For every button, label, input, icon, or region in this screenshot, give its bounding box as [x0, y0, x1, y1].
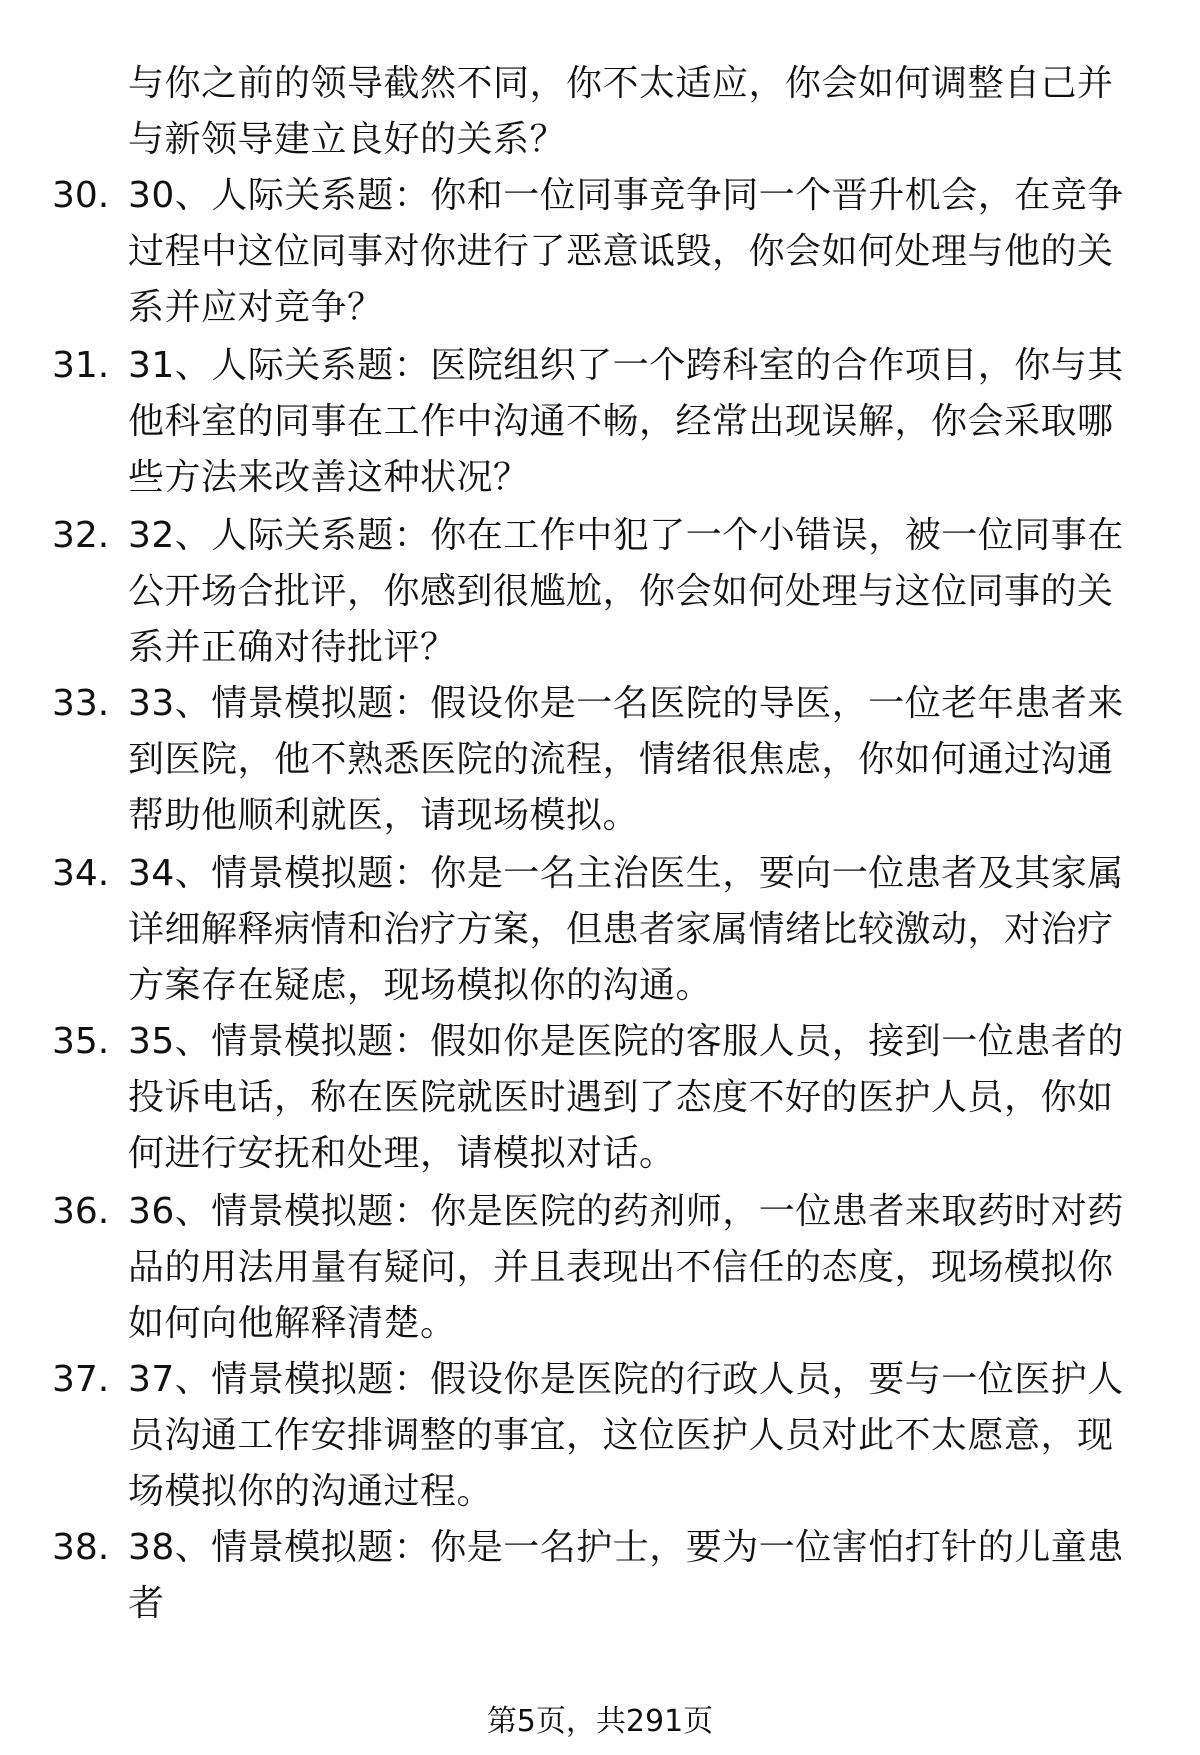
question-text: 30、人际关系题：你和一位同事竞争同一个晋升机会，在竞争过程中这位同事对你进行了恶意诋毁，你会如何处理与他的关系并应对竞争？ [128, 175, 1124, 328]
question-number: 34. [52, 853, 110, 894]
question-number: 31. [52, 345, 110, 386]
question-text: 33、情景模拟题：假设你是一名医院的导医，一位老年患者来到医院，他不熟悉医院的流程，情绪很焦虑，你如何通过沟通帮助他顺利就医，请现场模拟。 [128, 683, 1124, 836]
page-number-footer: 第5页，共291页 [486, 1704, 714, 1739]
question-number: 33. [52, 683, 110, 724]
question-number: 32. [52, 515, 110, 556]
question-text: 34、情景模拟题：你是一名主治医生，要向一位患者及其家属详细解释病情和治疗方案，但患者家属情绪比较激动，对治疗方案存在疑虑，现场模拟你的沟通。 [128, 853, 1124, 1006]
question-number: 30. [52, 175, 110, 216]
question-text: 37、情景模拟题：假设你是医院的行政人员，要与一位医护人员沟通工作安排调整的事宜，这位医护人员对此不太愿意，现场模拟你的沟通过程。 [128, 1359, 1124, 1512]
question-number: 38. [52, 1527, 110, 1568]
question-text: 31、人际关系题：医院组织了一个跨科室的合作项目，你与其他科室的同事在工作中沟通不畅，经常出现误解，你会采取哪些方法来改善这种状况？ [128, 345, 1124, 498]
question-number: 35. [52, 1021, 110, 1062]
question-text: 32、人际关系题：你在工作中犯了一个小错误，被一位同事在公开场合批评，你感到很尴尬，你会如何处理与这位同事的关系并正确对待批评？ [128, 515, 1124, 668]
question-text: 36、情景模拟题：你是医院的药剂师，一位患者来取药时对药品的用法用量有疑问，并且表现出不信任的态度，现场模拟你如何向他解释清楚。 [128, 1191, 1124, 1344]
question-text: 38、情景模拟题：你是一名护士，要为一位害怕打针的儿童患者 [128, 1527, 1124, 1624]
question-number: 36. [52, 1191, 110, 1232]
question-text: 35、情景模拟题：假如你是医院的客服人员，接到一位患者的投诉电话，称在医院就医时遇到了态度不好的医护人员，你如何进行安抚和处理，请模拟对话。 [128, 1021, 1124, 1174]
continuation-paragraph: 与你之前的领导截然不同，你不太适应，你会如何调整自己并与新领导建立良好的关系？ [128, 63, 1114, 160]
question-number: 37. [52, 1359, 110, 1400]
